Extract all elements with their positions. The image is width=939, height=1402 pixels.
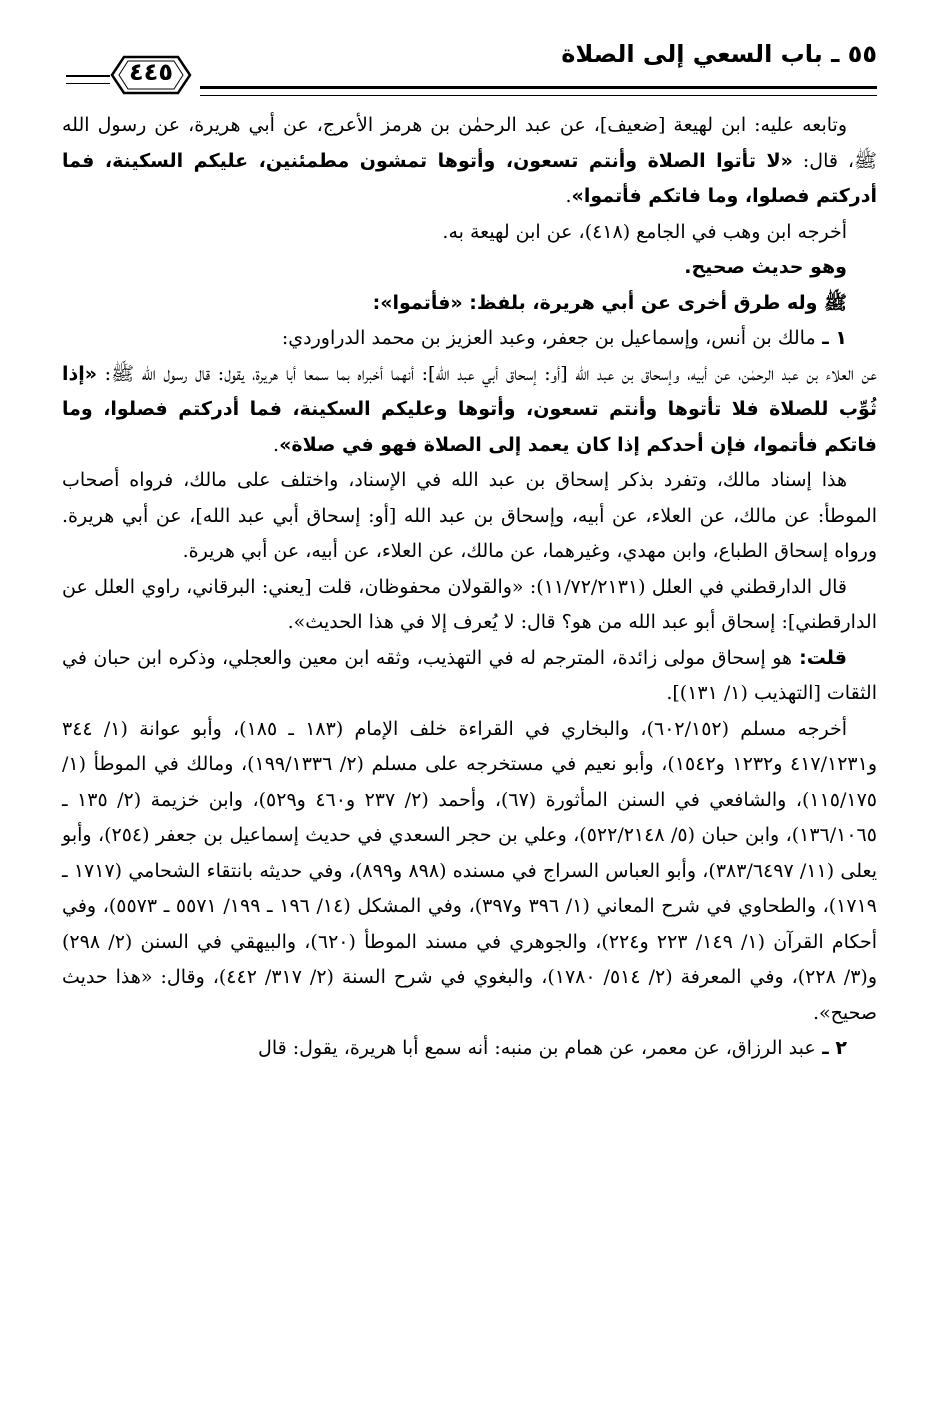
text-segment: . bbox=[565, 185, 572, 207]
text-segment: وتابعه عليه: ابن لهيعة [ضعيف]، عن عبد الرحمٰن بن هرمز الأعرج، عن أبي هريرة، عن رسول الله ﷺ، قال: bbox=[62, 114, 877, 172]
paragraph-6 bbox=[62, 357, 877, 464]
hadith-text: «إذا ثُوِّب للصلاة فلا تأتوها وأنتم تسعون، وأتوها وعليكم السكينة، فما أدركتم فصلوا، وما فاتكم فأتموا، فإن أحدكم إذا كان يعمد إلى الصلاة فهو في صلاة» bbox=[62, 362, 877, 456]
text-segment: عن العلاء بن عبد الرحمٰن، عن أبيه، وإسحاق بن عبد الله [أو: إسحاق أبي عبد الله]: أنهما أخبراه بما سمعا أبا هريرة، يقول: قال رسول الله ﷺ: bbox=[97, 362, 877, 385]
header-rule-short bbox=[66, 75, 110, 84]
page-number-badge bbox=[110, 54, 192, 96]
item-number: ١ ـ bbox=[815, 327, 847, 349]
paragraph-1 bbox=[62, 108, 877, 215]
text-segment: مالك بن أنس، وإسماعيل بن جعفر، وعبد العزيز بن محمد الدراوردي: bbox=[281, 327, 816, 349]
text-segment: . bbox=[273, 433, 280, 456]
chapter-title: ٥٥ ـ باب السعي إلى الصلاة bbox=[561, 40, 877, 68]
ruling-line: وهو حديث صحيح. bbox=[684, 256, 847, 278]
hadith-text: «لا تأتوا الصلاة وأنتم تسعون، وأتوها تمشون مطمئنين، عليكم السكينة، فما أدركتم فصلوا، وما فاتكم فأتموا» bbox=[62, 149, 877, 207]
paragraph-2: أخرجه ابن وهب في الجامع (٤١٨)، عن ابن لهيعة به. bbox=[442, 220, 847, 243]
header-rule bbox=[200, 86, 877, 96]
page-body bbox=[62, 108, 877, 1067]
page-header bbox=[58, 30, 877, 90]
item-number: ٢ ـ bbox=[815, 1037, 847, 1059]
paragraph-7: هذا إسناد مالك، وتفرد بذكر إسحاق بن عبد الله في الإسناد، واختلف على مالك، فرواه أصحاب الموطأ: عن مالك، عن العلاء، عن أبيه، وإسحاق بن عبد الله [أو: إسحاق أبي عبد الله]، عن أبي هريرة. ورواه إسحاق الطباع، وابن مهدي، وغيرهما، عن مالك، عن العلاء، عن أبيه، عن أبي هريرة. bbox=[62, 469, 877, 562]
page-number: ٤٤٥ bbox=[129, 58, 173, 86]
text-segment: عبد الرزاق، عن معمر، عن همام بن منبه: أنه سمع أبا هريرة، يقول: قال bbox=[258, 1037, 816, 1059]
paragraph-9 bbox=[62, 641, 877, 712]
section-heading: ﷺ وله طرق أخرى عن أبي هريرة، بلفظ: «فأتموا»: bbox=[372, 291, 847, 314]
paragraph-5 bbox=[62, 321, 877, 357]
note-label: قلت: bbox=[792, 646, 848, 669]
paragraph-11 bbox=[62, 1031, 877, 1067]
paragraph-8: قال الدارقطني في العلل (١١/٧٢/٢١٣١): «والقولان محفوظان، قلت [يعني: البرقاني، راوي العلل عن الدارقطني]: إسحاق أبو عبد الله من هو؟ قال: لا يُعرف إلا في هذا الحديث». bbox=[62, 575, 877, 633]
text-segment: هو إسحاق مولى زائدة، المترجم له في التهذيب، وثقه ابن معين والعجلي، وذكره ابن حبان في الثقات [التهذيب (١/ ١٣١)]. bbox=[62, 646, 877, 704]
paragraph-10: أخرجه مسلم (٦٠٢/١٥٢)، والبخاري في القراءة خلف الإمام (١٨٣ ـ ١٨٥)، وأبو عوانة (١/ ٣٤٤ و٤١٧/١٢٣١ و١٢٣٢ و١٥٤٢)، وأبو نعيم في مستخرجه على مسلم (٢/ ١٩٩/١٣٣٦)، ومالك في الموطأ (١/ ١١٥/١٧٥)، والشافعي في السنن المأثورة (٦٧)، وأحمد (٢/ ٢٣٧ و٤٦٠ و٥٢٩)، وابن خزيمة (٢/ ١٣٥ ـ ١٣٦/١٠٦٥)، وابن حبان (٥/ ٥٢٢/٢١٤٨)، وعلي بن حجر السعدي في حديث إسماعيل بن جعفر (٢٥٤)، وأبو يعلى (١١/ ٣٨٣/٦٤٩٧)، وأبو العباس السراج في مسنده (٨٩٨ و٨٩٩)، وفي حديثه بانتقاء الشحامي (١٧١٧ ـ ١٧١٩)، والطحاوي في شرح المعاني (١/ ٣٩٦ و٣٩٧)، وفي المشكل (١٤/ ١٩٦ ـ ١٩٩/ ٥٥٧١ ـ ٥٥٧٣)، وفي أحكام القرآن (١/ ١٤٩/ ٢٢٣ و٢٢٤)، والجوهري في مسند الموطأ (٦٢٠)، والبيهقي في السنن (٢/ ٢٩٨) و(٣/ ٢٢٨)، وفي المعرفة (٢/ ٥١٤/ ١٧٨٠)، والبغوي في شرح السنة (٢/ ٣١٧/ ٤٤٢)، وقال: «هذا حديث صحيح». bbox=[62, 717, 878, 1024]
